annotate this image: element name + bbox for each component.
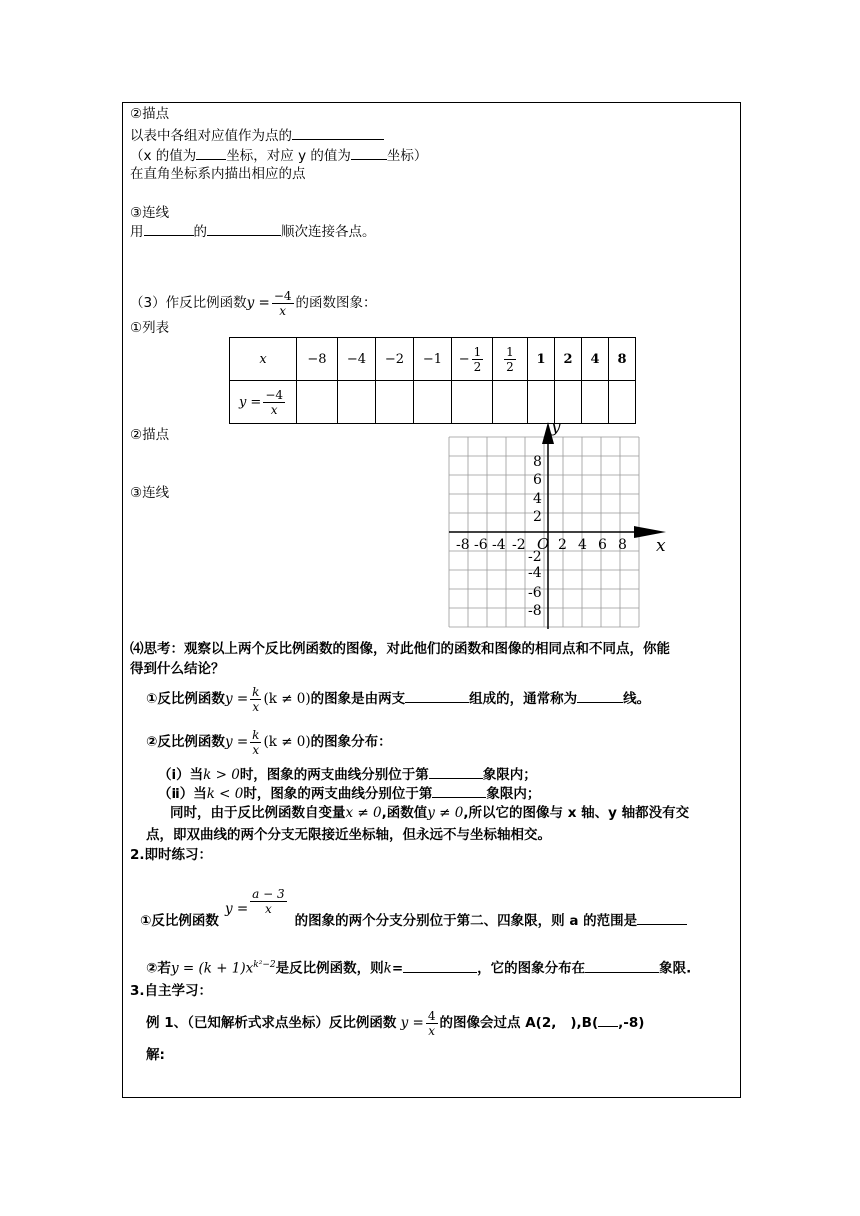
table-x-cell: − $\frac{1}{2}$	[452, 338, 493, 381]
blank-branch-name[interactable]	[405, 689, 469, 703]
exercise-1: ①反比例函数y = $\frac{a - 3}{x}$ 的图象的两个分支分别位于第二、四象限，则 a 的范围是	[140, 880, 687, 950]
x-tick-label: 6	[598, 537, 607, 553]
table-x-cell: 2	[555, 338, 582, 381]
y-tick-label: -4	[528, 565, 542, 581]
table-y-label: y = $\frac{-4}{x}$	[230, 381, 297, 424]
step-table-heading: ①列表	[130, 320, 170, 336]
y-tick-label: -6	[528, 585, 542, 601]
practice-heading: 2.即时练习：	[130, 847, 213, 863]
blank-a-range[interactable]	[637, 911, 687, 925]
solution-label: 解:	[146, 1047, 165, 1063]
y-axis-label: y	[551, 418, 561, 437]
table-x-cell: $\frac{1}{2}$	[493, 338, 528, 381]
table-x-cell: −4	[338, 338, 376, 381]
y-tick-label: 6	[533, 472, 542, 488]
blank-quadrants-k-positive[interactable]	[429, 765, 483, 779]
task-3-heading: （3）作反比例函数y = $\frac{-4}{x}$ 的函数图象：	[130, 288, 377, 318]
x-axis-label: x	[656, 536, 666, 556]
x-tick-label: 8	[618, 537, 627, 553]
blank-y-coordinate[interactable]	[351, 146, 387, 160]
value-table	[229, 337, 636, 424]
case-k-positive: （ⅰ）当k > 0时，图象的两支曲线分别位于第 象限内；	[158, 767, 537, 783]
explanation-line2: 点，即双曲线的两个分支无限接近坐标轴，但永远不与坐标轴相交。	[146, 827, 551, 843]
blank-x-coordinate[interactable]	[196, 146, 226, 160]
table-x-label: x	[230, 338, 297, 381]
plot-in-axes-text: 在直角坐标系内描出相应的点	[130, 166, 306, 182]
conclusion-2: ②反比例函数y = $\frac{k}{x}$ (k ≠ 0)的图象分布：	[146, 727, 392, 757]
x-tick-label: -6	[474, 537, 488, 553]
blank-line-type[interactable]	[144, 222, 194, 236]
explanation-line1: 同时，由于反比例函数自变量x ≠ 0,函数值y ≠ 0,所以它的图像与 x 轴、y 轴都没有交	[170, 805, 690, 821]
blank-quadrant-distribution[interactable]	[585, 959, 659, 973]
example-1: 例 1、（已知解析式求点坐标）反比例函数 y = $\frac{4}{x}$ 的图像会过点 A(2, ),B( ,-8)	[146, 1008, 645, 1038]
blank-order[interactable]	[207, 222, 281, 236]
fraction-neg4-over-x: $\frac{-4}{x}$	[273, 288, 292, 318]
table-y-cell[interactable]	[376, 381, 414, 424]
x-tick-label: -2	[512, 537, 526, 553]
table-x-cell: 4	[582, 338, 609, 381]
coordinate-note: （x 的值为 坐标，对应 y 的值为 坐标）	[130, 148, 428, 164]
table-x-cell: −1	[414, 338, 452, 381]
step-connect-label: ③连线	[130, 485, 170, 501]
coordinate-grid	[440, 418, 680, 636]
y-tick-label: 8	[533, 454, 542, 470]
blank-b-x[interactable]	[598, 1013, 618, 1027]
blank-point-coordinates[interactable]	[292, 126, 384, 140]
table-y-cell[interactable]	[297, 381, 338, 424]
self-study-heading: 3.自主学习：	[130, 983, 213, 999]
y-tick-label: -2	[528, 549, 542, 565]
blank-k-value[interactable]	[403, 959, 477, 973]
step-plot-label: ②描点	[130, 427, 170, 443]
table-x-cell: 8	[609, 338, 636, 381]
x-tick-label: -8	[456, 537, 470, 553]
table-x-cell: −2	[376, 338, 414, 381]
y-tick-label: 2	[533, 509, 542, 525]
step-connect-heading: ③连线	[130, 205, 170, 221]
table-x-cell: 1	[528, 338, 555, 381]
y-tick-label: -8	[528, 603, 542, 619]
origin-label: O	[537, 535, 550, 553]
table-row-x	[230, 338, 636, 381]
table-y-cell[interactable]	[338, 381, 376, 424]
plot-instruction: 以表中各组对应值作为点的	[130, 126, 384, 145]
conclusion-1: ①反比例函数y = $\frac{k}{x}$ (k ≠ 0)的图象是由两支 组成的，通常称为 线。	[146, 684, 651, 714]
blank-curve-name[interactable]	[577, 689, 623, 703]
connect-instruction: 用 的 顺次连接各点。	[130, 224, 376, 240]
step-plot-heading: ②描点	[130, 106, 170, 122]
think-question-line1: ⑷思考：观察以上两个反比例函数的图像，对此他们的函数和图像的相同点和不同点，你能	[130, 641, 670, 657]
x-tick-label: 4	[578, 537, 587, 553]
case-k-negative: （ⅱ）当k < 0时，图象的两支曲线分别位于第 象限内；	[158, 786, 541, 802]
x-tick-label: 2	[558, 537, 567, 553]
blank-quadrants-k-negative[interactable]	[432, 784, 486, 798]
x-tick-label: -4	[492, 537, 506, 553]
table-x-cell: −8	[297, 338, 338, 381]
think-question-line2: 得到什么结论？	[130, 661, 225, 677]
y-tick-label: 4	[533, 491, 542, 507]
exercise-2: ②若$y = (k + 1)x^{k^2-2}$是反比例函数，则k= ，它的图象分布在 象限.	[146, 960, 692, 977]
